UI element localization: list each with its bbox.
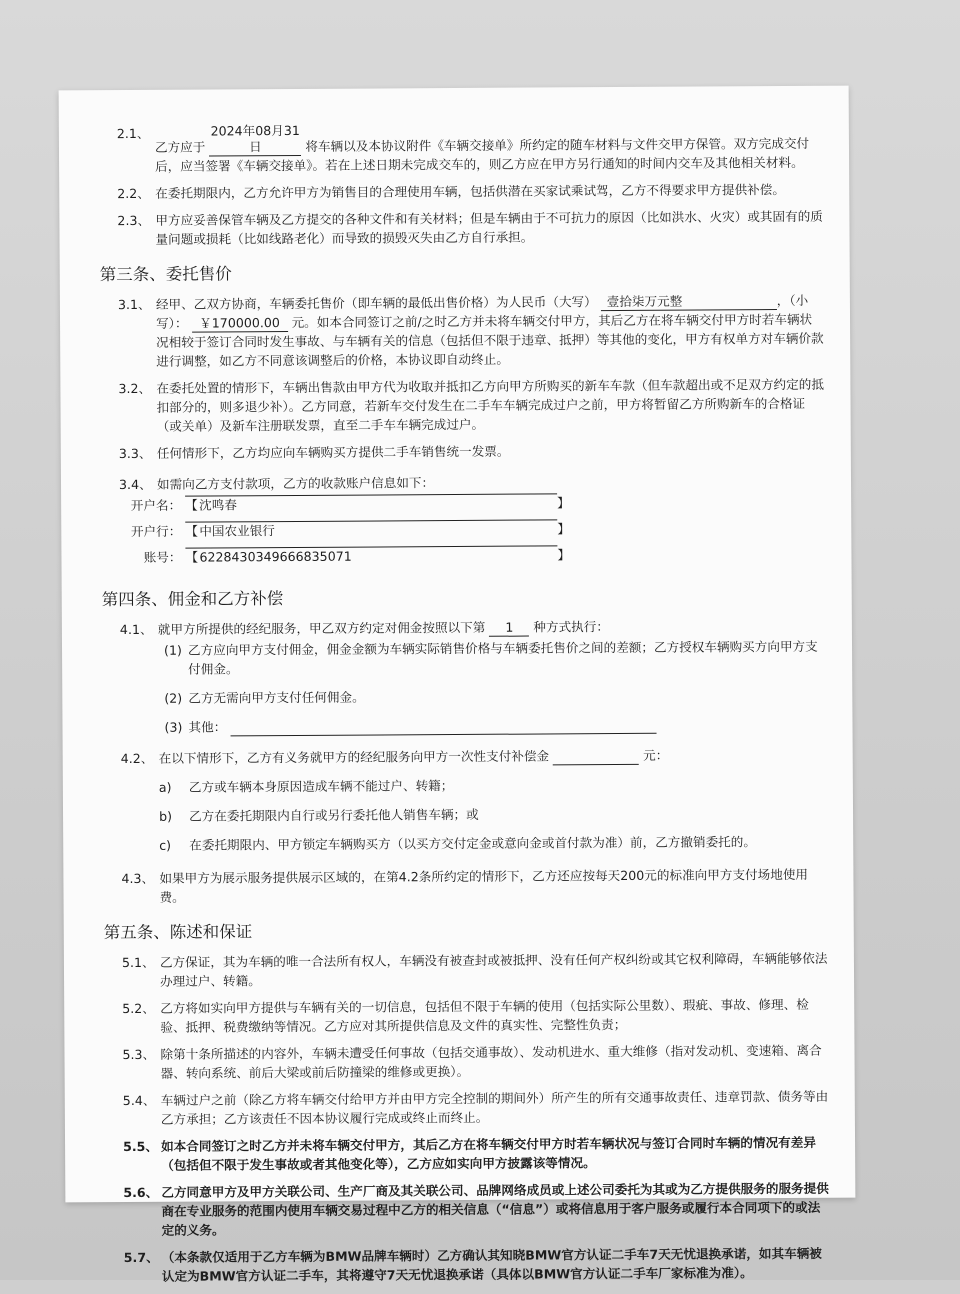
account-number-row bbox=[101, 544, 825, 574]
handover-date: 2024年08月31日 bbox=[209, 123, 301, 157]
clause-text: 任何情形下，乙方均应向车辆购买方提供二手车销售统一发票。 bbox=[156, 443, 510, 461]
clause-text: 如需向乙方支付款项，乙方的收款账户信息如下： bbox=[156, 475, 435, 492]
clause-3-1 bbox=[100, 291, 824, 371]
commission-option-3 bbox=[102, 714, 826, 737]
clause-2-2 bbox=[99, 180, 823, 203]
clause-2-3 bbox=[99, 207, 823, 249]
case-mark: a) bbox=[158, 779, 172, 795]
clause-number: 5.3、 bbox=[122, 1046, 156, 1063]
clause-number: 4.1、 bbox=[119, 621, 153, 638]
clause-text: 乙方同意甲方及甲方关联公司、生产厂商及其关联公司、品牌网络成员或上述公司委托为其或为乙方提供服务的服务提供商在专业服务的范围内使用车辆交易过程中乙方的相关信息（“信息”）或将信息用于客户服务或履行本合同项下的或法定的义务。 bbox=[161, 1180, 829, 1238]
bracket-right: 】 bbox=[557, 495, 570, 511]
clause-5-5 bbox=[105, 1133, 829, 1175]
bracket-right: 】 bbox=[557, 547, 571, 563]
account-number-label: 账号： bbox=[143, 549, 182, 565]
clause-text: 乙方应于 bbox=[154, 139, 206, 155]
case-c bbox=[103, 832, 827, 855]
clause-number: 3.1、 bbox=[117, 296, 151, 313]
contract-body bbox=[99, 120, 830, 1294]
clause-number: 3.4、 bbox=[118, 476, 152, 493]
clause-5-4 bbox=[105, 1087, 829, 1129]
option-text: 乙方无需向甲方支付任何佣金。 bbox=[188, 689, 365, 706]
clause-text: 在委托处置的情形下，车辆出售款由甲方代为收取并抵扣乙方向甲方所购买的新车车款（但车款超出或不足双方约定的抵扣部分的，则多退少补）。乙方同意，若新车交付发生在二手车车辆完成过户之前，甲方将暂留乙方所购新车的合格证（或关单）及新车注册联发票，直至二手车车辆完成过户。 bbox=[156, 376, 824, 434]
clause-number: 5.1、 bbox=[121, 954, 155, 971]
clause-5-6 bbox=[105, 1179, 829, 1240]
clause-4-3 bbox=[103, 865, 827, 907]
contract-page bbox=[59, 86, 856, 1284]
case-text: 乙方或车辆本身原因造成车辆不能过户、转籍； bbox=[188, 778, 454, 795]
clause-text: 除第十条所描述的内容外，车辆未遭受任何事故（包括交通事故）、发动机进水、重大维修（指对发动机、变速箱、离合器、转向系统、前后大梁或前后防撞梁的维修或更换）。 bbox=[160, 1042, 822, 1081]
clause-number: 3.2、 bbox=[118, 380, 152, 397]
account-name-value: 沈鸣春 bbox=[199, 497, 237, 513]
clause-4-2 bbox=[103, 745, 827, 768]
clause-text: 如本合同签订之时乙方并未将车辆交付甲方，其后乙方在将车辆交付甲方时若车辆状况与签订合同时车辆的情况有差异（包括但不限于发生事故或者其他变化等），乙方应如实向甲方披露该等情况。 bbox=[161, 1134, 816, 1173]
price-upper: 壹拾柒万元整 bbox=[601, 293, 777, 311]
compensation-blank-line bbox=[553, 748, 639, 766]
section-4-title: 第四条、佣金和乙方补偿 bbox=[101, 589, 284, 610]
case-mark: c) bbox=[159, 837, 172, 853]
account-number-value: 6228430349666835071 bbox=[199, 548, 352, 565]
clause-text: 将车辆以及本协议附件《车辆交接单》所约定的随车材料与文件交甲方保管。双方完成交付后，应当签署《车辆交接单》。若在上述日期未完成交车的，则乙方应在甲方另行通知的时间内交车及其他相关材料。 bbox=[155, 135, 810, 174]
clause-text: （本条款仅适用于乙方车辆为BMW品牌车辆时）乙方确认其知晓BMW官方认证二手车7天无忧退换承诺，如其车辆被认定为BMW官方认证二手车，其将遵守7天无忧退换承诺（具体以BMW官方认证二手车厂家标准为准）。 bbox=[161, 1245, 822, 1284]
clause-number: 4.2、 bbox=[120, 750, 154, 767]
account-bank-value: 中国农业银行 bbox=[199, 523, 275, 539]
commission-option-1 bbox=[102, 637, 826, 679]
option-text: 乙方应向甲方支付佣金，佣金金额为车辆实际销售价格与车辆委托售价之间的差额；乙方授权车辆购买方向甲方支付佣金。 bbox=[187, 638, 818, 677]
section-3-title: 第三条、委托售价 bbox=[99, 264, 232, 285]
clause-text: 种方式执行： bbox=[533, 619, 609, 635]
clause-2-1 bbox=[99, 120, 823, 176]
clause-5-3 bbox=[104, 1041, 828, 1083]
account-name-underline bbox=[185, 493, 557, 496]
clause-text: 乙方保证，其为车辆的唯一合法所有权人，车辆没有被查封或被抵押、没有任何产权纠纷或其它权利障碍，车辆能够依法办理过户、转籍。 bbox=[159, 950, 828, 989]
clause-number: 3.3、 bbox=[118, 445, 152, 462]
clause-5-7 bbox=[106, 1244, 830, 1286]
case-b bbox=[103, 803, 827, 826]
case-mark: b) bbox=[159, 808, 173, 824]
commission-choice: 1 bbox=[489, 620, 529, 637]
clause-text: 在以下情形下，乙方有义务就甲方的经纪服务向甲方一次性支付补偿金 bbox=[158, 748, 550, 766]
option-mark: (3) bbox=[164, 719, 183, 735]
clause-text: ，（小写）： bbox=[155, 292, 809, 331]
case-a bbox=[103, 774, 827, 797]
clause-text: 元： bbox=[643, 747, 669, 763]
clause-4-1 bbox=[102, 616, 826, 639]
clause-text: 乙方将如实向甲方提供与车辆有关的一切信息，包括但不限于车辆的使用（包括实际公里数）、瑕疵、事故、修理、检验、抵押、税费缴纳等情况。乙方应对其所提供信息及文件的真实性、完整性负责； bbox=[160, 996, 809, 1035]
account-info bbox=[101, 492, 825, 574]
bracket-left: 【 bbox=[185, 523, 198, 539]
account-bank-label: 开户行： bbox=[130, 523, 182, 539]
clause-text: 经甲、乙双方协商，车辆委托售价（即车辆的最低出售价格）为人民币（大写） bbox=[155, 294, 597, 312]
clause-number: 4.3、 bbox=[121, 870, 155, 887]
account-name-label: 开户名： bbox=[130, 497, 182, 513]
clause-text: 如果甲方为展示服务提供展示区域的，在第4.2条所约定的情形下，乙方还应按每天200元的标准向甲方支付场地使用费。 bbox=[159, 866, 809, 905]
section-5-title: 第五条、陈述和保证 bbox=[103, 922, 253, 943]
clause-text: 在委托期限内，乙方允许甲方为销售目的合理使用车辆，包括供潜在买家试乘试驾，乙方不得要求甲方提供补偿。 bbox=[155, 181, 785, 201]
clause-number: 2.1、 bbox=[116, 125, 150, 142]
clause-3-3 bbox=[101, 440, 825, 463]
clause-number: 2.3、 bbox=[117, 212, 151, 229]
clause-3-2 bbox=[100, 375, 824, 436]
clause-text: 甲方应妥善保管车辆及乙方提交的各种文件和有关材料；但是车辆由于不可抗力的原因（比如洪水、火灾）或其固有的质量问题或损耗（比如线路老化）而导致的损毁灭失由乙方自行承担。 bbox=[155, 208, 823, 247]
clause-number: 5.7、 bbox=[123, 1249, 159, 1266]
bracket-right: 】 bbox=[557, 521, 570, 537]
clause-5-2 bbox=[104, 995, 828, 1037]
option-text: 其他： bbox=[188, 719, 227, 735]
clause-number: 2.2、 bbox=[117, 185, 150, 202]
option-mark: (2) bbox=[164, 690, 183, 706]
clause-3-4 bbox=[101, 471, 825, 494]
clause-text: 车辆过户之前（除乙方将车辆交付给甲方并由甲方完全控制的期间外）所产生的所有交通事故责任、违章罚款、债务等由乙方承担；乙方该责任不因本协议履行完成或终止而终止。 bbox=[160, 1088, 829, 1127]
clause-number: 5.5、 bbox=[123, 1138, 159, 1155]
case-text: 在委托期限内、甲方锁定车辆购买方（以买方交付定金或意向金或首付款为准）前，乙方撤销委托的。 bbox=[189, 834, 756, 853]
case-text: 乙方在委托期限内自行或另行委托他人销售车辆；或 bbox=[189, 806, 479, 824]
bracket-left: 【 bbox=[185, 497, 198, 513]
bracket-left: 【 bbox=[185, 549, 199, 565]
clause-5-1 bbox=[104, 949, 828, 991]
price-lower: ￥170000.00 bbox=[191, 315, 287, 333]
other-blank-line bbox=[230, 717, 656, 737]
clause-number: 5.4、 bbox=[122, 1092, 156, 1109]
clause-number: 5.2、 bbox=[122, 1000, 155, 1017]
option-mark: (1) bbox=[163, 642, 182, 658]
clause-text: 元。如本合同签订之前/之时乙方并未将车辆交付甲方，其后乙方在将车辆交付甲方时若车辆状况相较于签订合同时发生事故、与车辆有关的信息（包括但不限于违章、抵押）等其他的变化，甲方有权单方对车辆价款进行调整，如乙方不同意该调整后的价格，本协议即自动终止。 bbox=[156, 311, 824, 369]
clause-number: 5.6、 bbox=[123, 1184, 159, 1201]
clause-text: 就甲方所提供的经纪服务，甲乙双方约定对佣金按照以下第 bbox=[157, 619, 486, 637]
commission-option-2 bbox=[102, 685, 826, 708]
